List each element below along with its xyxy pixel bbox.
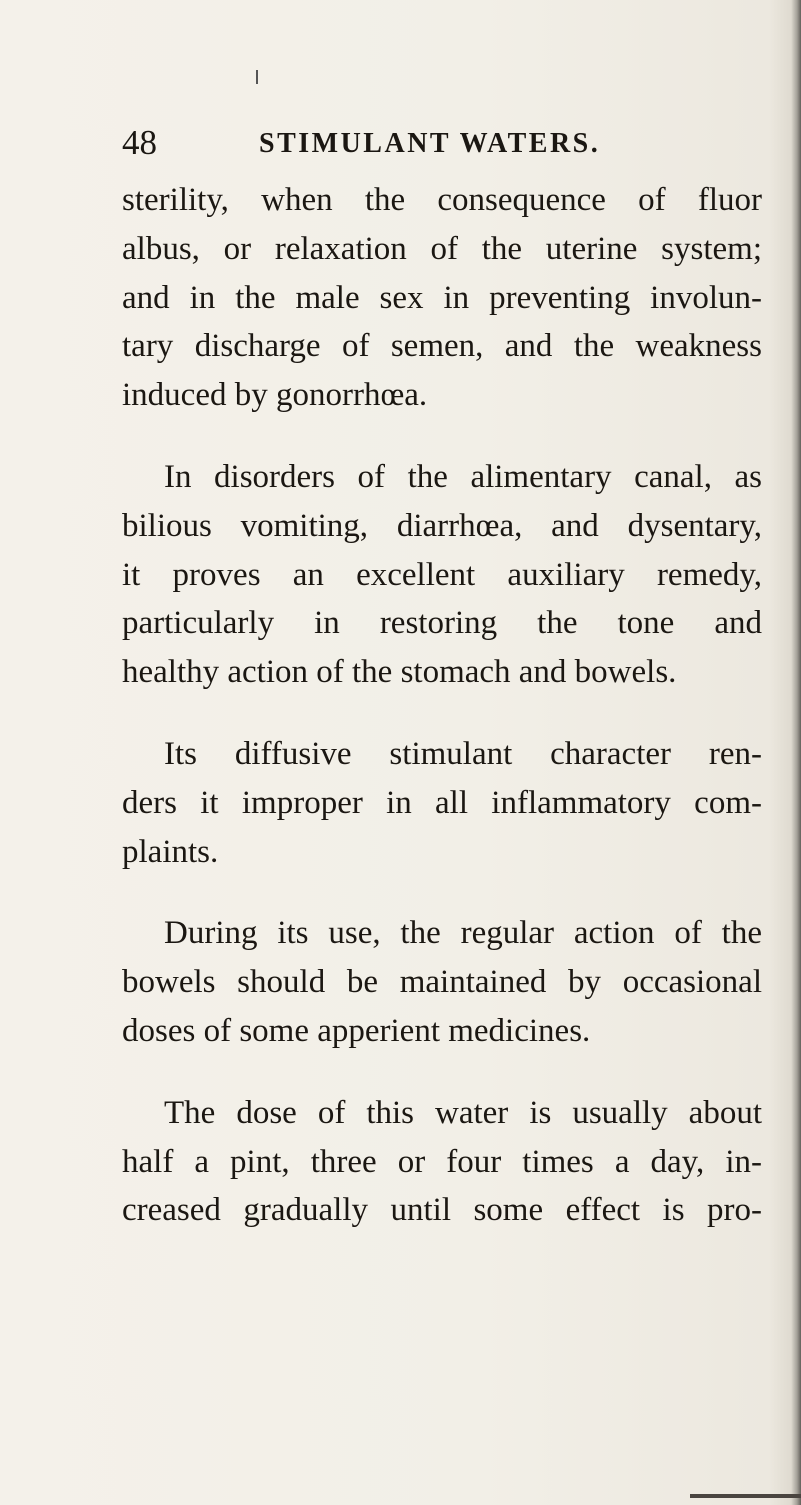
page-bottom-edge (690, 1494, 801, 1498)
text-line: and in the male sex in preventing involun- (122, 279, 762, 316)
text-line: sterility, when the consequence of fluor (122, 182, 762, 218)
paragraph-2 (122, 453, 762, 697)
text-line: bowels should be maintained by occasional (122, 964, 762, 1001)
paragraph-3 (122, 730, 762, 876)
text-line: In disorders of the alimentary canal, as (164, 458, 762, 495)
paragraph-1 (122, 176, 762, 420)
page-number: 48 (122, 123, 157, 162)
text-line: The dose of this water is usually about (164, 1094, 762, 1131)
text-line: ders it improper in all inflammatory com- (122, 784, 762, 821)
text-line: half a pint, three or four times a day, in- (122, 1143, 762, 1180)
text-line: particularly in restoring the tone and (122, 605, 762, 642)
text-line: albus, or relaxation of the uterine system; (122, 230, 762, 267)
text-line: bilious vomiting, diarrhœa, and dysentary, (122, 507, 762, 544)
body-text (122, 176, 762, 1268)
text-line: creased gradually until some effect is pro- (122, 1192, 762, 1229)
ink-speck (256, 70, 258, 84)
text-line: During its use, the regular action of the (164, 915, 762, 952)
paragraph-4 (122, 909, 762, 1055)
page-header (122, 118, 682, 168)
text-line: Its diffusive stimulant character ren- (164, 735, 762, 772)
text-line: doses of some apperient medicines. (122, 1012, 591, 1049)
text-line: plaints. (122, 833, 219, 870)
text-line: tary discharge of semen, and the weakness (122, 328, 762, 365)
text-line: induced by gonorrhœa. (122, 377, 428, 414)
text-line: healthy action of the stomach and bowels. (122, 654, 677, 691)
running-head: STIMULANT WATERS. (259, 128, 601, 159)
text-line: it proves an excellent auxiliary remedy, (122, 556, 762, 593)
paragraph-5 (122, 1089, 762, 1235)
page-edge-shadow (791, 0, 801, 1505)
